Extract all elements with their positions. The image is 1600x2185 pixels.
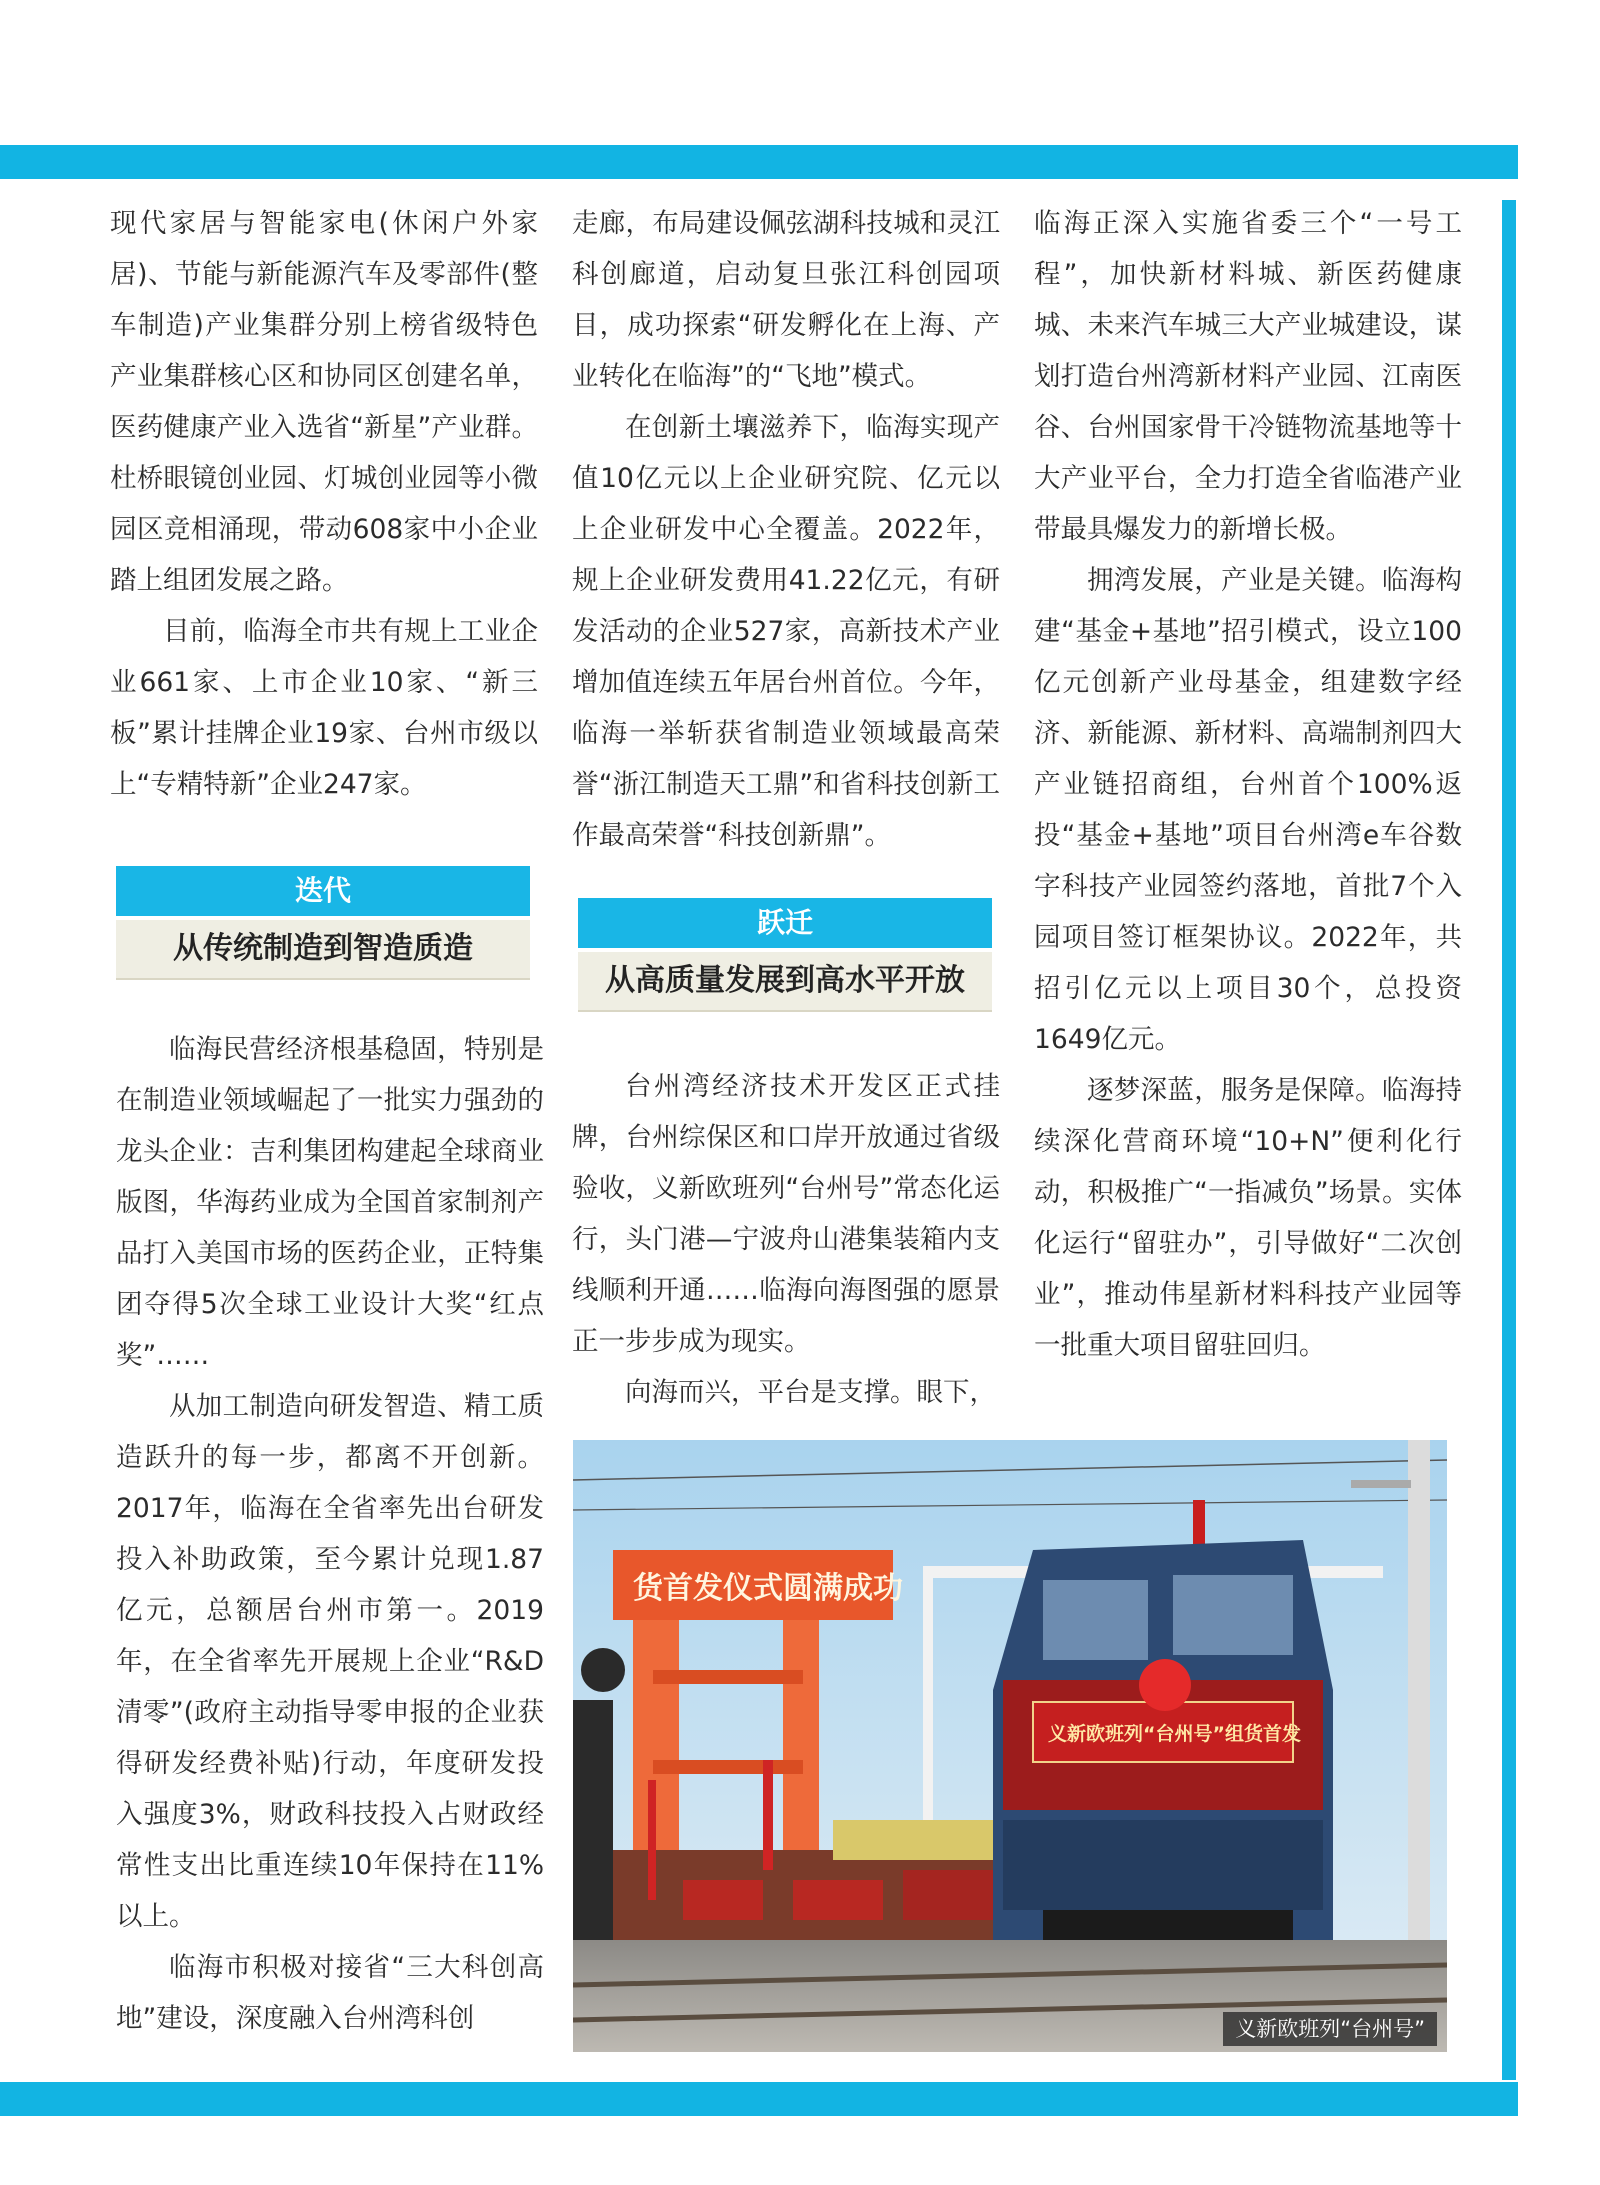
paragraph: 在创新土壤滋养下，临海实现产值10亿元以上企业研究院、亿元以上企业研发中心全覆盖。2022年，规上企业研发费用41.22亿元，有研发活动的企业527家，高新技术产业增加值连续五年居台州首位。今年，临海一举斩获省制造业领域最高荣誉“浙江制造天工鼎”和省科技创新工作最高荣誉“科技创新鼎”。: [572, 412, 1000, 851]
column-2-top-text: [572, 198, 1000, 861]
section-heading-iteration: [116, 866, 530, 980]
paragraph: 临海民营经济根基稳固，特别是在制造业领域崛起了一批实力强劲的龙头企业：吉利集团构建起全球商业版图，华海药业成为全国首家制剂产品打入美国市场的医药企业，正特集团夺得5次全球工业设计大奖“红点奖”……: [116, 1034, 544, 1371]
section-title: 从高质量发展到高水平开放: [578, 952, 992, 1012]
paragraph: 向海而兴，平台是支撑。眼下，: [625, 1377, 996, 1408]
column-3-text: [1034, 198, 1462, 1371]
section-tag: 迭代: [116, 866, 530, 916]
paragraph: 拥湾发展，产业是关键。临海构建“基金+基地”招引模式，设立100亿元创新产业母基金，组建数字经济、新能源、新材料、高端制剂四大产业链招商组，台州首个100%返投“基金+基地”项目台州湾e车谷数字科技产业园签约落地，首批7个入园项目签订框架协议。2022年，共招引亿元以上项目30个，总投资1649亿元。: [1034, 565, 1462, 1055]
paragraph: 临海市积极对接省“三大科创高地”建设，深度融入台州湾科创: [116, 1952, 544, 2034]
section-tag: 跃迁: [578, 898, 992, 948]
paragraph: 目前，临海全市共有规上工业企业661家、上市企业10家、“新三板”累计挂牌企业19家、台州市级以上“专精特新”企业247家。: [110, 616, 538, 800]
paragraph: 逐梦深蓝，服务是保障。临海持续深化营商环境“10+N”便利化行动，积极推广“一指减负”场景。实体化运行“留驻办”，引导做好“二次创业”，推动伟星新材料科技产业园等一批重大项目留驻回归。: [1034, 1075, 1462, 1361]
section-heading-leap: [578, 898, 992, 1012]
train-photo: [573, 1440, 1447, 2052]
locomotive-banner-text: 义新欧班列“台州号”组货首发: [1048, 1723, 1301, 1745]
train-photo-illustration: [573, 1440, 1447, 2052]
column-1-bottom-text: [116, 1024, 544, 2044]
paragraph: 台州湾经济技术开发区正式挂牌，台州综保区和口岸开放通过省级验收，义新欧班列“台州号”常态化运行，头门港—宁波舟山港集装箱内支线顺利开通……临海向海图强的愿景正一步步成为现实。: [572, 1071, 1000, 1357]
right-accent-bar: [1502, 200, 1516, 2080]
column-1-top-text: [110, 198, 538, 810]
crane-banner-text: 货首发仪式圆满成功: [633, 1571, 903, 1606]
bottom-accent-bar: [0, 2082, 1518, 2116]
paragraph: 现代家居与智能家电(休闲户外家居)、节能与新能源汽车及零部件(整车制造)产业集群分别上榜省级特色产业集群核心区和协同区创建名单，医药健康产业入选省“新星”产业群。杜桥眼镜创业园、灯城创业园等小微园区竞相涌现，带动608家中小企业踏上组团发展之路。: [110, 208, 538, 596]
paragraph: 走廊，布局建设佩弦湖科技城和灵江科创廊道，启动复旦张江科创园项目，成功探索“研发孵化在上海、产业转化在临海”的“飞地”模式。: [572, 208, 1000, 392]
photo-caption: 义新欧班列“台州号”: [1223, 2012, 1437, 2046]
paragraph: 从加工制造向研发智造、精工质造跃升的每一步，都离不开创新。2017年，临海在全省率先出台研发投入补助政策，至今累计兑现1.87亿元，总额居台州市第一。2019年，在全省率先开展规上企业“R&D清零”(政府主动指导零申报的企业获得研发经费补贴)行动，年度研发投入强度3%，财政科技投入占财政经常性支出比重连续10年保持在11%以上。: [116, 1391, 544, 1932]
section-title: 从传统制造到智造质造: [116, 920, 530, 980]
top-accent-bar: [0, 145, 1518, 179]
paragraph: 临海正深入实施省委三个“一号工程”，加快新材料城、新医药健康城、未来汽车城三大产业城建设，谋划打造台州湾新材料产业园、江南医谷、台州国家骨干冷链物流基地等十大产业平台，全力打造全省临港产业带最具爆发力的新增长极。: [1034, 208, 1462, 545]
column-2-bottom-text: [572, 1061, 1000, 1418]
